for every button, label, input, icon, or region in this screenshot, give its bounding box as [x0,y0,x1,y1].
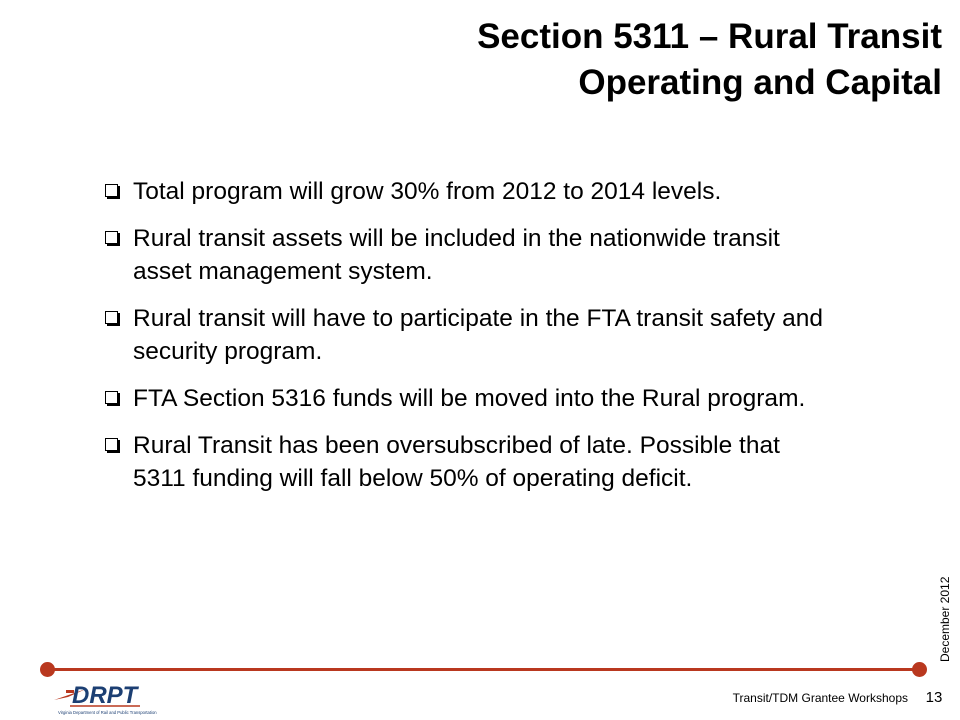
bullet-item [105,222,825,288]
title-line-2: Operating and Capital [578,63,942,102]
bullet-item [105,429,825,495]
checkbox-bullet-icon [105,184,118,197]
bullet-text: Total program will grow 30% from 2012 to 2014 levels. [133,178,722,205]
footer-divider [47,668,919,671]
checkbox-bullet-icon [105,391,118,404]
drpt-logo [52,676,182,716]
title-line-1: Section 5311 – Rural Transit [477,17,942,56]
bullet-text: Rural transit will have to participate in the FTA transit safety and security program. [133,305,823,365]
checkbox-bullet-icon [105,311,118,324]
workshop-label: Transit/TDM Grantee Workshops [732,691,908,705]
bullet-item [105,382,825,415]
bullet-text: FTA Section 5316 funds will be moved into the Rural program. [133,385,806,412]
page-number: 13 [925,689,943,706]
bullet-item [105,302,825,368]
bullet-text: Rural Transit has been oversubscribed of late. Possible that 5311 funding will fall below 50% of operating deficit. [133,432,780,492]
logo-subtext: Virginia Department of Rail and Public Transportation [58,710,157,715]
slide-title [142,14,942,106]
bullet-text: Rural transit assets will be included in the nationwide transit asset management system. [133,225,780,285]
bullet-item [105,175,825,208]
logo-wordmark: DRPT [72,682,138,709]
divider-right-dot [912,662,927,677]
bullet-list [105,175,825,509]
checkbox-bullet-icon [105,438,118,451]
divider-left-dot [40,662,55,677]
checkbox-bullet-icon [105,231,118,244]
date-label: December 2012 [938,576,952,662]
